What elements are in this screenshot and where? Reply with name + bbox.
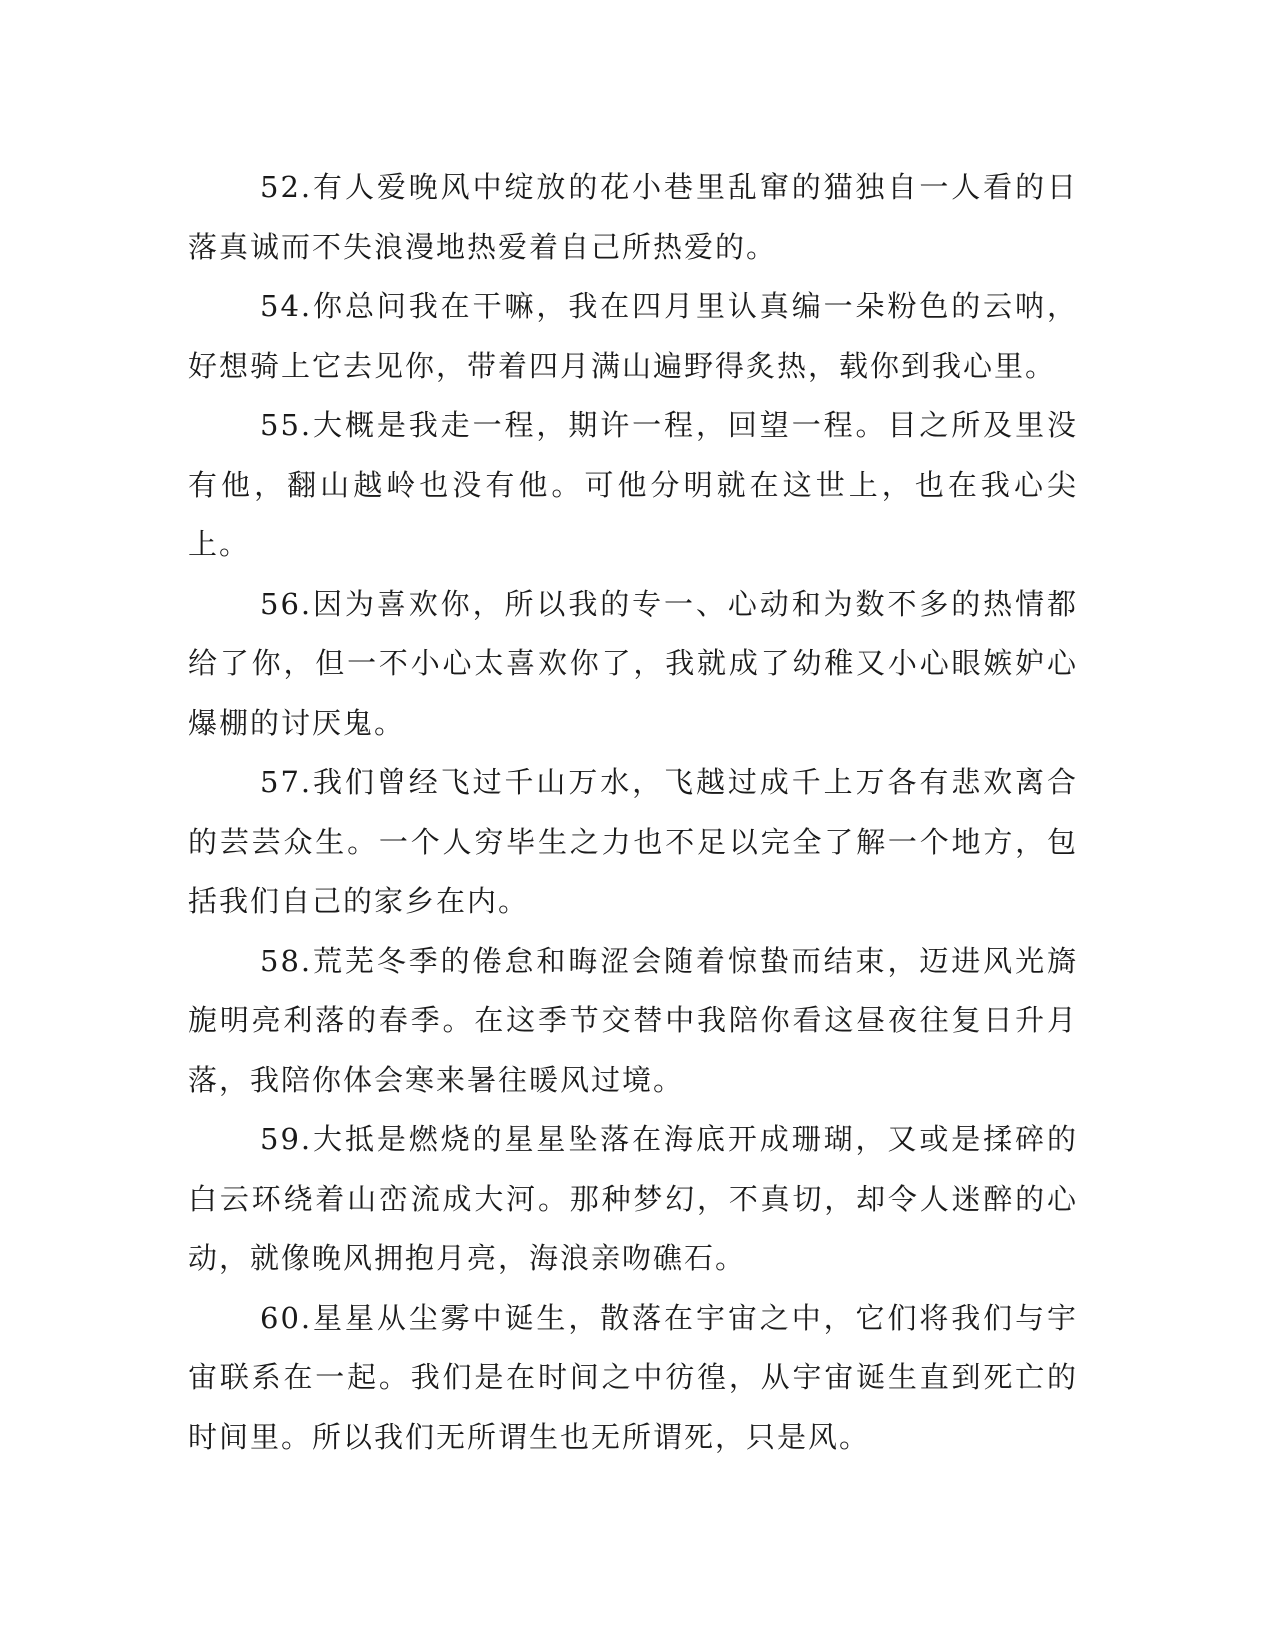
paragraph-60: 60.星星从尘雾中诞生，散落在宇宙之中，它们将我们与宇宙联系在一起。我们是在时间之中彷徨，从宇宙诞生直到死亡的时间里。所以我们无所谓生也无所谓死，只是风。 [188,1300,1078,1454]
paragraph-59: 59.大抵是燃烧的星星坠落在海底开成珊瑚，又或是揉碎的白云环绕着山峦流成大河。那种梦幻，不真切，却令人迷醉的心动，就像晚风拥抱月亮，海浪亲吻礁石。 [188,1122,1078,1275]
paragraph-57: 57.我们曾经飞过千山万水，飞越过成千上万各有悲欢离合的芸芸众生。一个人穷毕生之力也不足以完全了解一个地方，包括我们自己的家乡在内。 [188,765,1078,918]
paragraph-54: 54.你总问我在干嘛，我在四月里认真编一朵粉色的云呐，好想骑上它去见你，带着四月满山遍野得炙热，载你到我心里。 [188,289,1078,383]
paragraph-56: 56.因为喜欢你，所以我的专一、心动和为数不多的热情都给了你，但一不小心太喜欢你了，我就成了幼稚又小心眼嫉妒心爆棚的讨厌鬼。 [188,586,1078,740]
document-body [188,158,1078,1467]
paragraph-55: 55.大概是我走一程，期许一程，回望一程。目之所及里没有他，翻山越岭也没有他。可他分明就在这世上，也在我心尖上。 [188,408,1078,561]
paragraph-52: 52.有人爱晚风中绽放的花小巷里乱窜的猫独自一人看的日落真诚而不失浪漫地热爱着自己所热爱的。 [188,170,1078,264]
paragraph-58: 58.荒芜冬季的倦怠和晦涩会随着惊蛰而结束，迈进风光旖旎明亮利落的春季。在这季节交替中我陪你看这昼夜往复日升月落，我陪你体会寒来暑往暖风过境。 [188,943,1078,1097]
